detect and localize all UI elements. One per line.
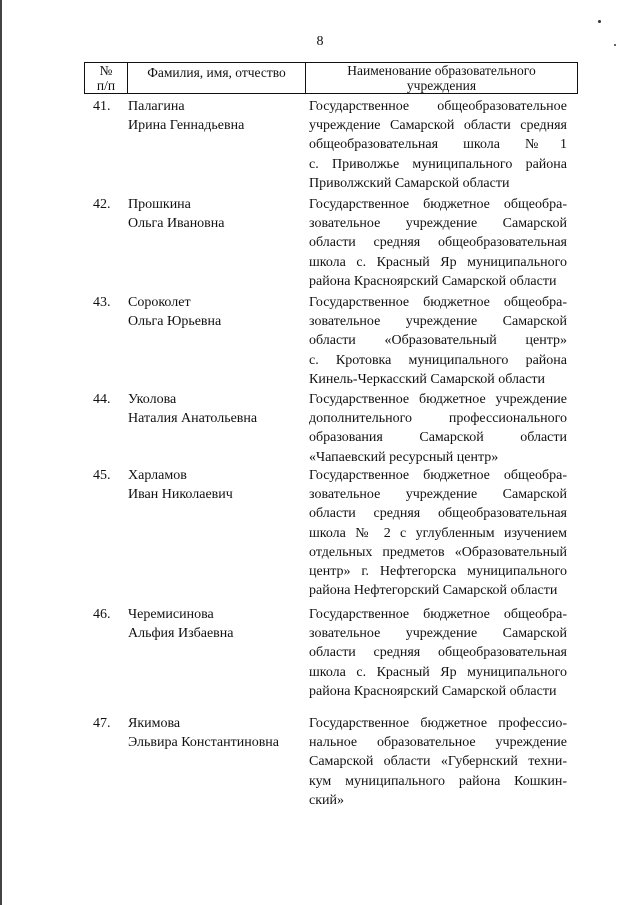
- institution-name-line: «Чапаевский ресурсный центр»: [309, 449, 499, 465]
- header-name-cell: Фамилия, имя, отчество: [128, 63, 306, 93]
- person-name: [128, 714, 279, 752]
- header-number-cell: [85, 63, 128, 93]
- person-name-line: Ольга Юрьевна: [128, 314, 222, 330]
- scan-speck: [598, 20, 601, 23]
- person-name: [128, 97, 244, 135]
- header-number-line: №: [99, 63, 113, 78]
- institution-name-line: Государственное общеобразовательное: [309, 99, 567, 114]
- institution-name-line: Кинель-Черкасский Самарской области: [309, 371, 546, 387]
- institution-name-line: района Красноярский Самарской области: [309, 273, 557, 289]
- person-name-line: Альфия Избаевна: [128, 626, 234, 642]
- institution-name: [309, 195, 567, 291]
- person-name: [128, 605, 234, 643]
- institution-name-line: зовательное учреждение Самарской: [309, 314, 567, 330]
- person-name-line: Ольга Ивановна: [128, 216, 225, 232]
- person-name: [128, 466, 233, 504]
- institution-name-line: ский»: [309, 792, 344, 808]
- person-name: [128, 293, 221, 331]
- institution-name-line: школа с. Красный Яр муниципального: [309, 254, 567, 270]
- institution-name-line: зовательное учреждение Самарской: [309, 487, 567, 503]
- institution-name-line: Государственное бюджетное учреждение: [309, 392, 567, 407]
- page-number: 8: [316, 34, 324, 49]
- institution-name: [309, 293, 567, 389]
- institution-name-line: Самарской области «Губернский техни-: [309, 754, 567, 770]
- row-number: 43.: [93, 295, 111, 310]
- person-name-line: Ирина Геннадьевна: [128, 118, 245, 134]
- institution-name-line: нальное образовательное учреждение: [309, 735, 567, 751]
- institution-name: [309, 466, 567, 600]
- institution-name-line: области средняя общеобразовательная: [309, 235, 567, 251]
- institution-name: [309, 390, 567, 467]
- person-name-line: Наталия Анатольевна: [128, 411, 258, 427]
- institution-name-line: области «Образовательный центр»: [309, 333, 567, 349]
- header-org-cell: [306, 63, 577, 93]
- person-name-line: Прошкина: [128, 197, 191, 212]
- person-name-line: Сороколет: [128, 295, 191, 310]
- person-name-line: Палагина: [128, 99, 185, 114]
- institution-name-line: кум муниципального района Кошкин-: [309, 773, 567, 789]
- person-name: [128, 195, 225, 233]
- institution-name-line: с. Приволжье муниципального района: [309, 156, 567, 172]
- person-name-line: Якимова: [128, 716, 181, 731]
- institution-name-line: области средняя общеобразовательная: [309, 506, 567, 522]
- person-name-line: Черемисинова: [128, 607, 214, 622]
- institution-name-line: с. Кротовка муниципального района: [309, 352, 567, 368]
- row-number: 42.: [93, 197, 111, 212]
- table-header: [84, 62, 578, 94]
- institution-name-line: общеобразовательная школа №1: [309, 137, 567, 153]
- row-number: 47.: [93, 716, 111, 731]
- institution-name-line: Государственное бюджетное профессио-: [309, 716, 567, 731]
- row-number: 46.: [93, 607, 111, 622]
- institution-name-line: центр» г. Нефтегорска муниципального: [309, 563, 567, 579]
- header-number-line: п/п: [96, 78, 116, 93]
- header-org-line: учреждения: [406, 78, 477, 93]
- person-name-line: Иван Николаевич: [128, 487, 233, 503]
- institution-name-line: дополнительного профессионального: [309, 411, 567, 427]
- institution-name-line: области средняя общеобразовательная: [309, 645, 567, 661]
- institution-name-line: района Нефтегорский Самарской области: [309, 583, 558, 599]
- institution-name-line: школа № 2 с углубленным изучением: [309, 525, 567, 541]
- institution-name: [309, 97, 567, 193]
- institution-name-line: Государственное бюджетное общеобра-: [309, 607, 567, 622]
- row-number: 41.: [93, 99, 111, 114]
- person-name-line: Эльвира Константиновна: [128, 735, 280, 751]
- institution-name: [309, 605, 567, 701]
- institution-name-line: района Красноярский Самарской области: [309, 683, 557, 699]
- row-number: 45.: [93, 468, 111, 483]
- header-org-line: Наименование образовательного: [347, 63, 536, 78]
- person-name: [128, 390, 257, 428]
- person-name-line: Харламов: [128, 468, 187, 483]
- scan-edge: [0, 0, 2, 905]
- institution-name-line: Государственное бюджетное общеобра-: [309, 468, 567, 483]
- institution-name: [309, 714, 567, 810]
- institution-name-line: Государственное бюджетное общеобра-: [309, 295, 567, 310]
- institution-name-line: отдельных предметов «Образовательный: [309, 544, 567, 560]
- institution-name-line: школа с. Красный Яр муниципального: [309, 664, 567, 680]
- institution-name-line: зовательное учреждение Самарской: [309, 216, 567, 232]
- institution-name-line: учреждение Самарской области средняя: [309, 118, 567, 134]
- institution-name-line: образования Самарской области: [309, 430, 567, 446]
- institution-name-line: Приволжский Самарской области: [309, 175, 510, 191]
- person-name-line: Уколова: [128, 392, 177, 407]
- institution-name-line: Государственное бюджетное общеобра-: [309, 197, 567, 212]
- institution-name-line: зовательное учреждение Самарской: [309, 626, 567, 642]
- row-number: 44.: [93, 392, 111, 407]
